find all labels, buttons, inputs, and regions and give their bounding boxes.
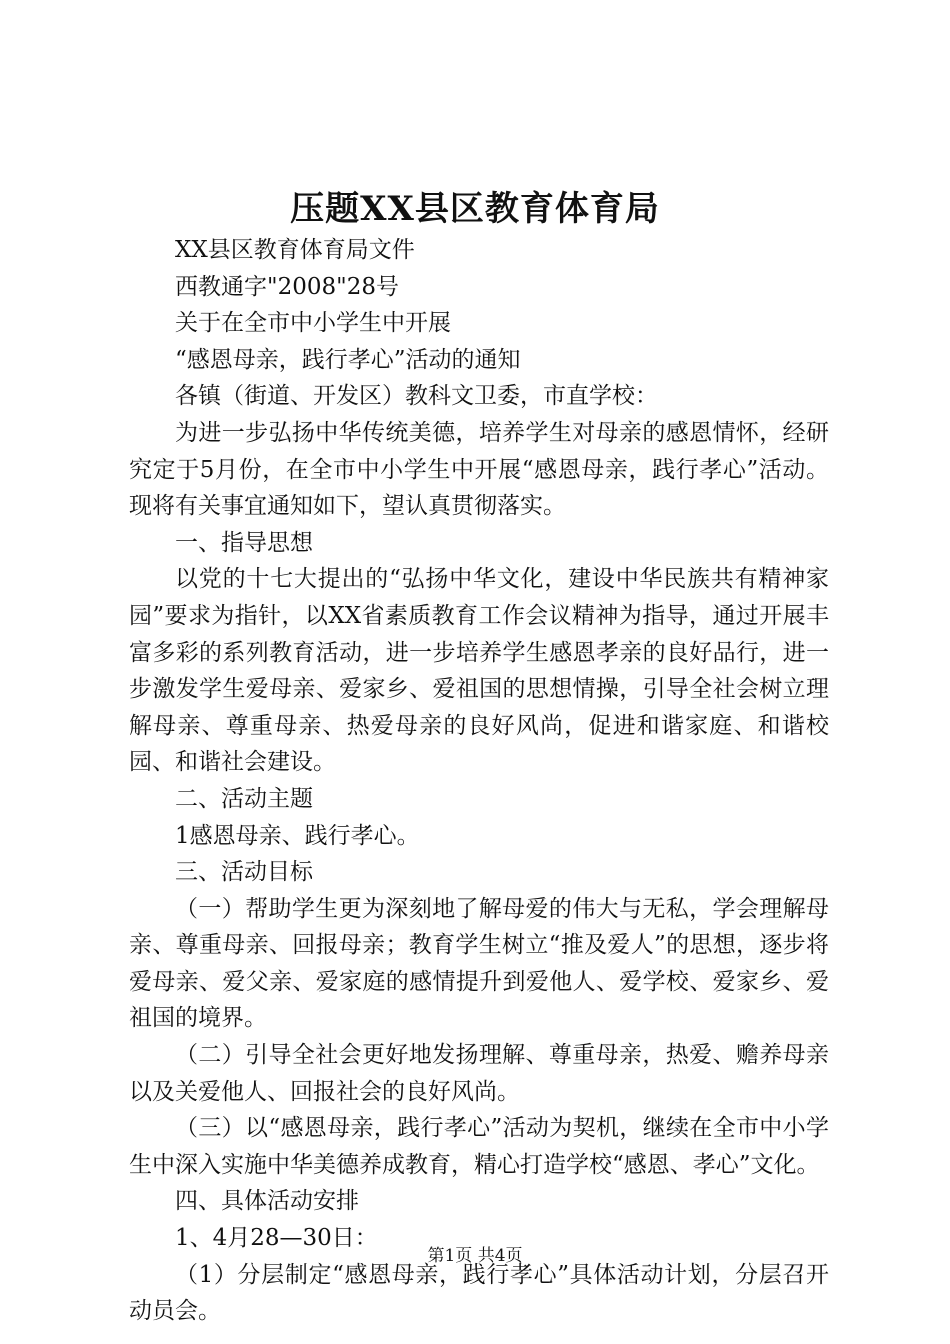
paragraph-goal-3: （三）以“感恩母亲，践行孝心”活动为契机，继续在全市中小学生中深入实施中华美德养成教育，精心打造学校“感恩、孝心”文化。 xyxy=(129,1115,829,1178)
paragraph-guiding-thought: 以党的十七大提出的“弘扬中华文化，建设中华民族共有精神家园”要求为指针，以XX省素质教育工作会议精神为指导，通过开展丰富多彩的系列教育活动，进一步培养学生感恩孝亲的良好品行，进一步激发学生爱母亲、爱家乡、爱祖国的思想情操，引导全社会树立理解母亲、尊重母亲、热爱母亲的良好风尚，促进和谐家庭、和谐校园、和谐社会建设。 xyxy=(129,566,829,776)
section-heading-1: 一、指导思想 xyxy=(175,529,313,556)
page-footer: 第1页 共4页 xyxy=(427,1246,523,1266)
paragraph-doc-number: 西教通字"2008"28号 xyxy=(175,273,399,300)
paragraph-issuer: XX县区教育体育局文件 xyxy=(175,237,415,263)
section-heading-3: 三、活动目标 xyxy=(175,859,313,886)
paragraph-goal-2: （二）引导全社会更好地发扬理解、尊重母亲，热爱、赡养母亲以及关爱他人、回报社会的良好风尚。 xyxy=(129,1042,829,1105)
paragraph-schedule-item-1: （1）分层制定“感恩母亲，践行孝心”具体活动计划，分层召开动员会。 xyxy=(129,1261,829,1325)
document-title: 压题XX县区教育体育局 xyxy=(290,189,660,229)
paragraph-subject-line-2: “感恩母亲，践行孝心”活动的通知 xyxy=(175,346,521,373)
paragraph-subject-line-1: 关于在全市中小学生中开展 xyxy=(175,310,451,337)
section-heading-4: 四、具体活动安排 xyxy=(175,1188,359,1215)
section-heading-2: 二、活动主题 xyxy=(175,785,313,812)
document-body xyxy=(129,232,829,1330)
paragraph-recipients: 各镇（街道、开发区）教科文卫委，市直学校： xyxy=(175,383,658,410)
paragraph-theme: 1感恩母亲、践行孝心。 xyxy=(175,822,420,849)
paragraph-intro: 为进一步弘扬中华传统美德，培养学生对母亲的感恩情怀，经研究定于5月份，在全市中小学生中开展“感恩母亲，践行孝心”活动。现将有关事宜通知如下，望认真贯彻落实。 xyxy=(129,419,829,520)
paragraph-schedule-date: 1、4月28—30日： xyxy=(175,1225,378,1252)
paragraph-goal-1: （一）帮助学生更为深刻地了解母爱的伟大与无私，学会理解母亲、尊重母亲、回报母亲；教育学生树立“推及爱人”的思想，逐步将爱母亲、爱父亲、爱家庭的感情提升到爱他人、爱学校、爱家乡、爱祖国的境界。 xyxy=(129,895,829,1032)
